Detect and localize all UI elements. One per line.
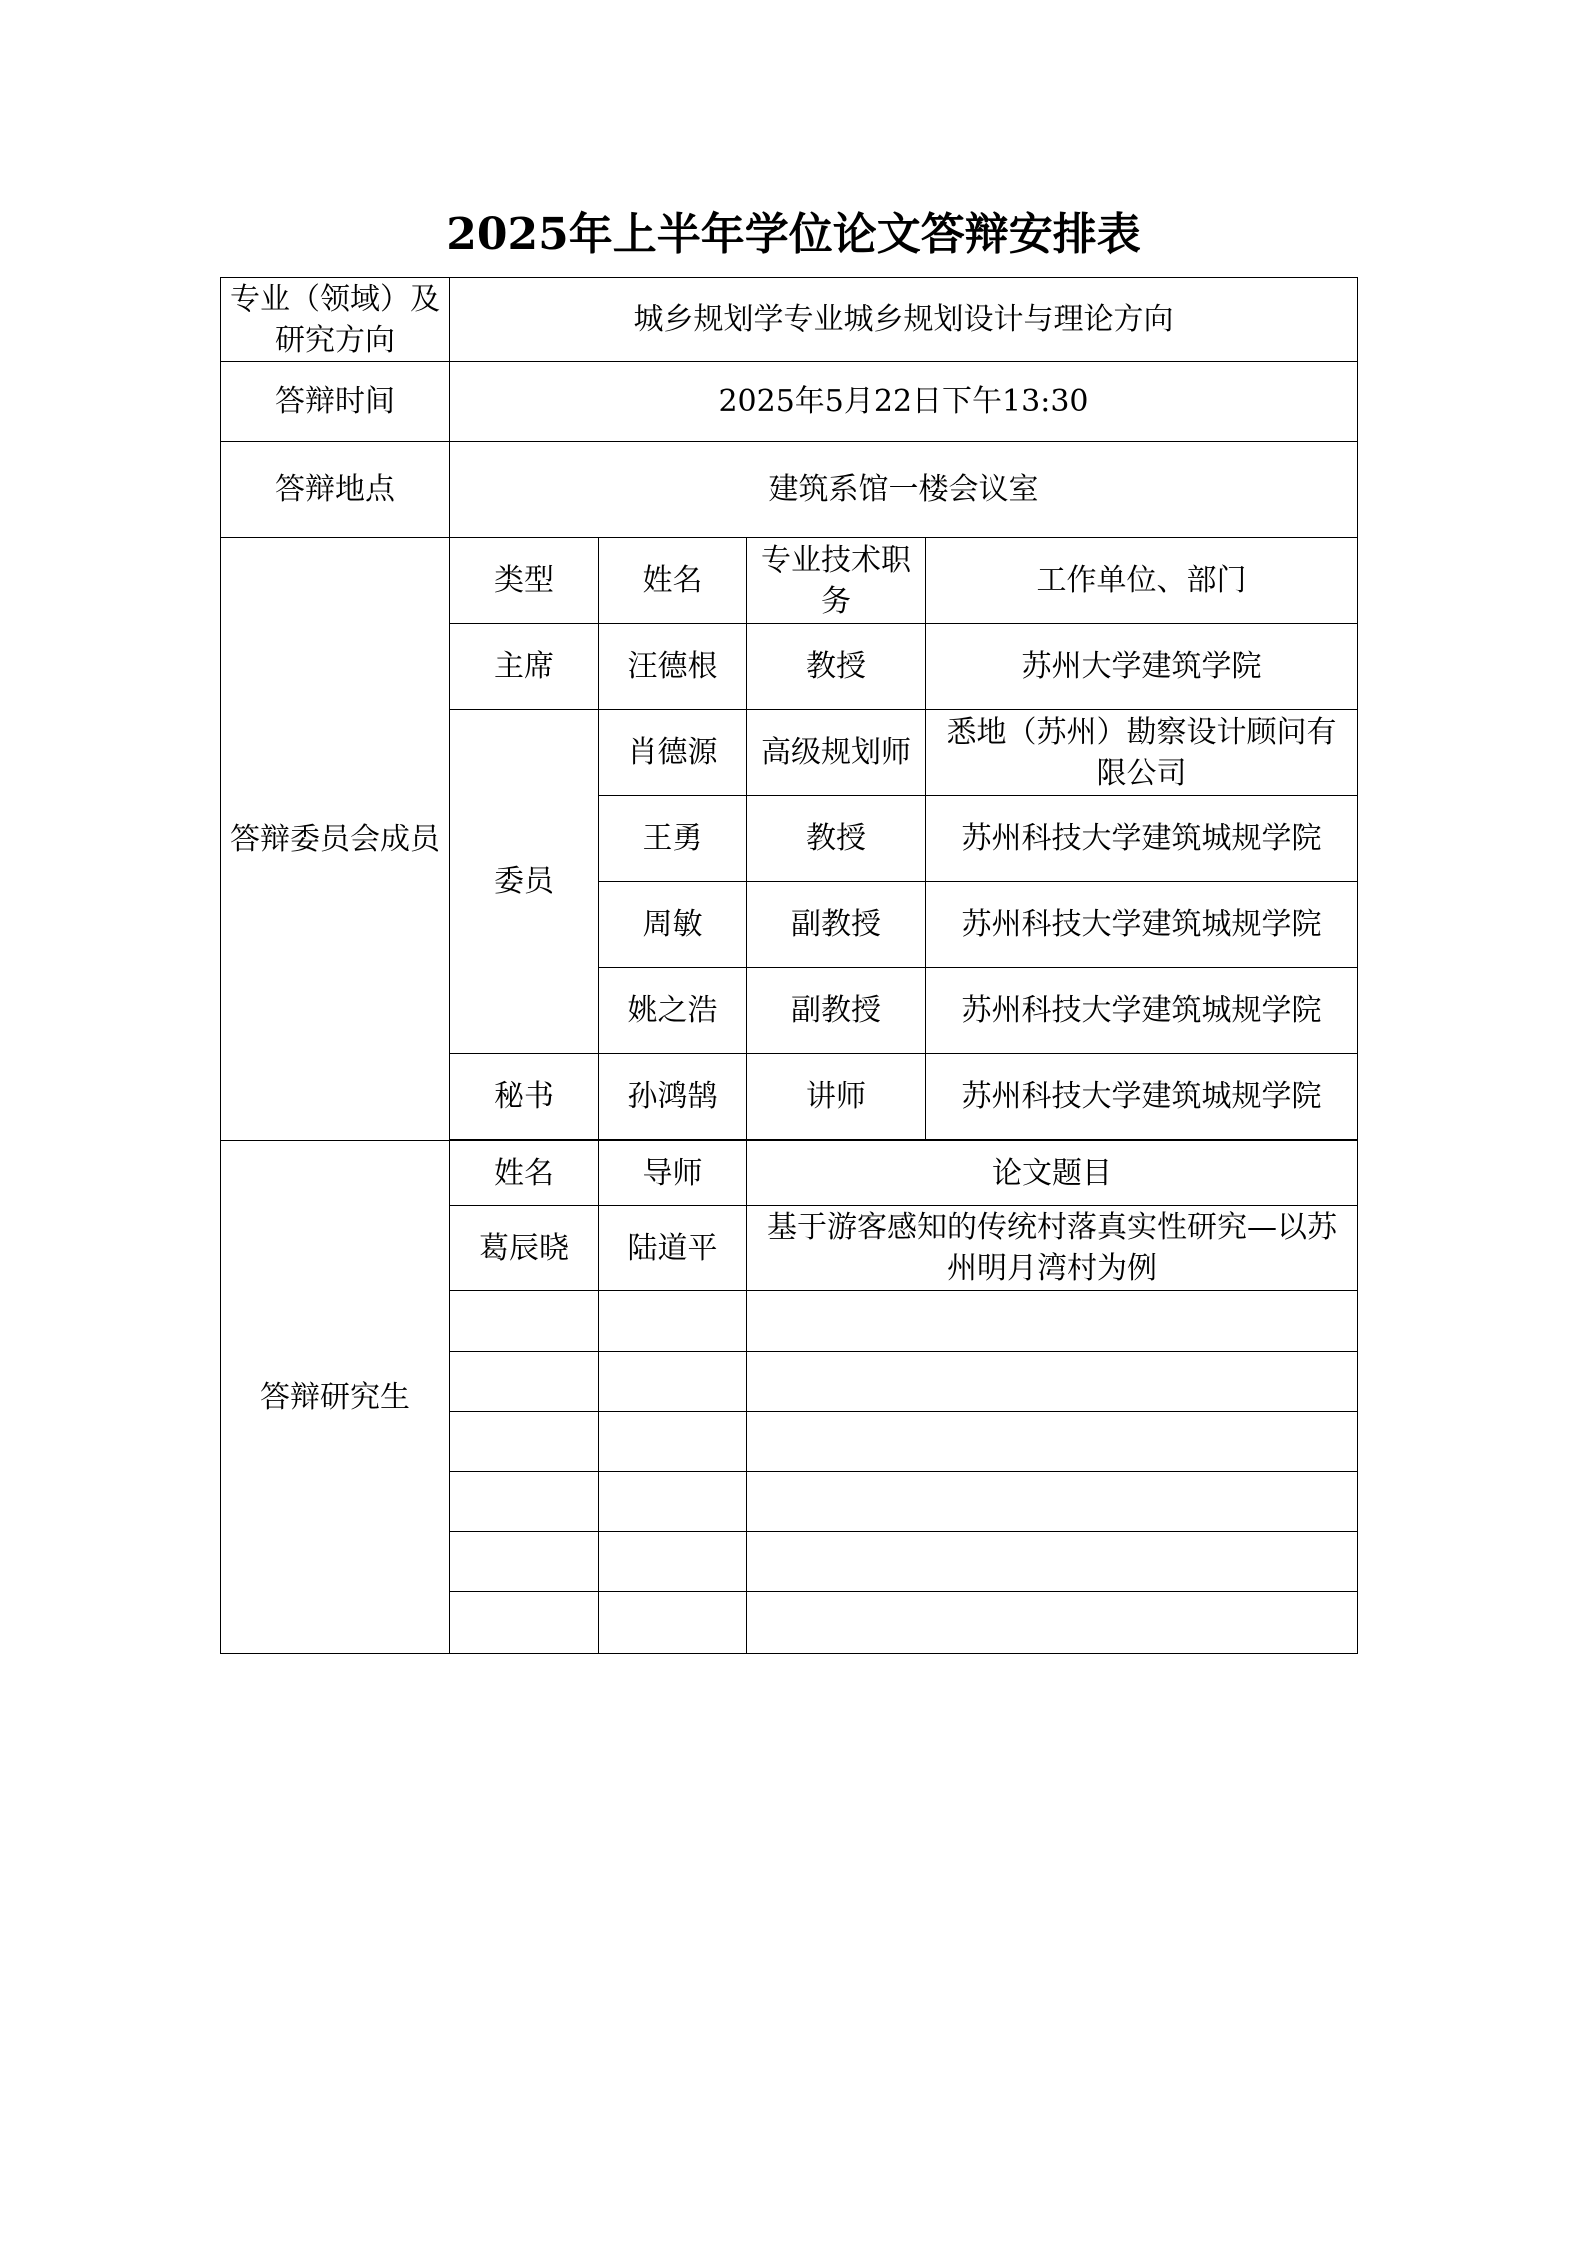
place-row [221,442,1358,538]
empty-cell [747,1291,1358,1352]
student-advisor: 陆道平 [599,1206,747,1291]
student-name: 葛辰晓 [450,1206,599,1291]
empty-cell [450,1592,599,1654]
empty-cell [450,1472,599,1532]
page-title: 2025年上半年学位论文答辩安排表 [446,209,1141,260]
member-name: 姚之浩 [599,968,747,1054]
students-section-label: 答辩研究生 [221,1141,450,1654]
place-label: 答辩地点 [221,442,450,538]
member-title: 高级规划师 [747,710,926,796]
empty-cell [599,1532,747,1592]
student-topic: 基于游客感知的传统村落真实性研究—以苏州明月湾村为例 [747,1206,1358,1291]
empty-cell [450,1291,599,1352]
committee-section-label: 答辩委员会成员 [221,538,450,1141]
empty-cell [747,1472,1358,1532]
empty-cell [747,1352,1358,1412]
secretary-title: 讲师 [747,1054,926,1140]
committee-header-title: 专业技术职务 [747,538,926,624]
empty-cell [599,1352,747,1412]
secretary-role: 秘书 [450,1054,599,1140]
member-unit: 苏州科技大学建筑城规学院 [926,968,1358,1054]
member-title: 副教授 [747,882,926,968]
member-title: 教授 [747,796,926,882]
empty-cell [599,1291,747,1352]
time-value: 2025年5月22日下午13:30 [450,362,1358,442]
empty-cell [747,1412,1358,1472]
secretary-name: 孙鸿鹄 [599,1054,747,1140]
member-name: 周敏 [599,882,747,968]
chair-unit: 苏州大学建筑学院 [926,624,1358,710]
empty-cell [450,1532,599,1592]
secretary-unit: 苏州科技大学建筑城规学院 [926,1054,1358,1140]
empty-cell [747,1532,1358,1592]
students-header-name: 姓名 [450,1141,599,1206]
place-value: 建筑系馆一楼会议室 [450,442,1358,538]
member-unit: 悉地（苏州）勘察设计顾问有限公司 [926,710,1358,796]
empty-cell [747,1592,1358,1654]
member-title: 副教授 [747,968,926,1054]
committee-header-type: 类型 [450,538,599,624]
committee-header-row [221,538,1358,624]
empty-cell [599,1412,747,1472]
empty-cell [599,1592,747,1654]
member-unit: 苏州科技大学建筑城规学院 [926,796,1358,882]
committee-header-unit: 工作单位、部门 [926,538,1358,624]
students-header-topic: 论文题目 [747,1141,1358,1206]
empty-cell [599,1472,747,1532]
empty-cell [450,1412,599,1472]
committee-header-name: 姓名 [599,538,747,624]
empty-cell [450,1352,599,1412]
major-row [221,278,1358,362]
students-header-row [221,1141,1358,1206]
major-label: 专业（领域）及研究方向 [221,278,450,362]
member-unit: 苏州科技大学建筑城规学院 [926,882,1358,968]
students-header-advisor: 导师 [599,1141,747,1206]
chair-title: 教授 [747,624,926,710]
member-name: 肖德源 [599,710,747,796]
time-label: 答辩时间 [221,362,450,442]
time-row [221,362,1358,442]
chair-name: 汪德根 [599,624,747,710]
defense-schedule-table [220,277,1358,1654]
major-value: 城乡规划学专业城乡规划设计与理论方向 [450,278,1358,362]
member-role: 委员 [450,710,599,1054]
member-name: 王勇 [599,796,747,882]
chair-role: 主席 [450,624,599,710]
